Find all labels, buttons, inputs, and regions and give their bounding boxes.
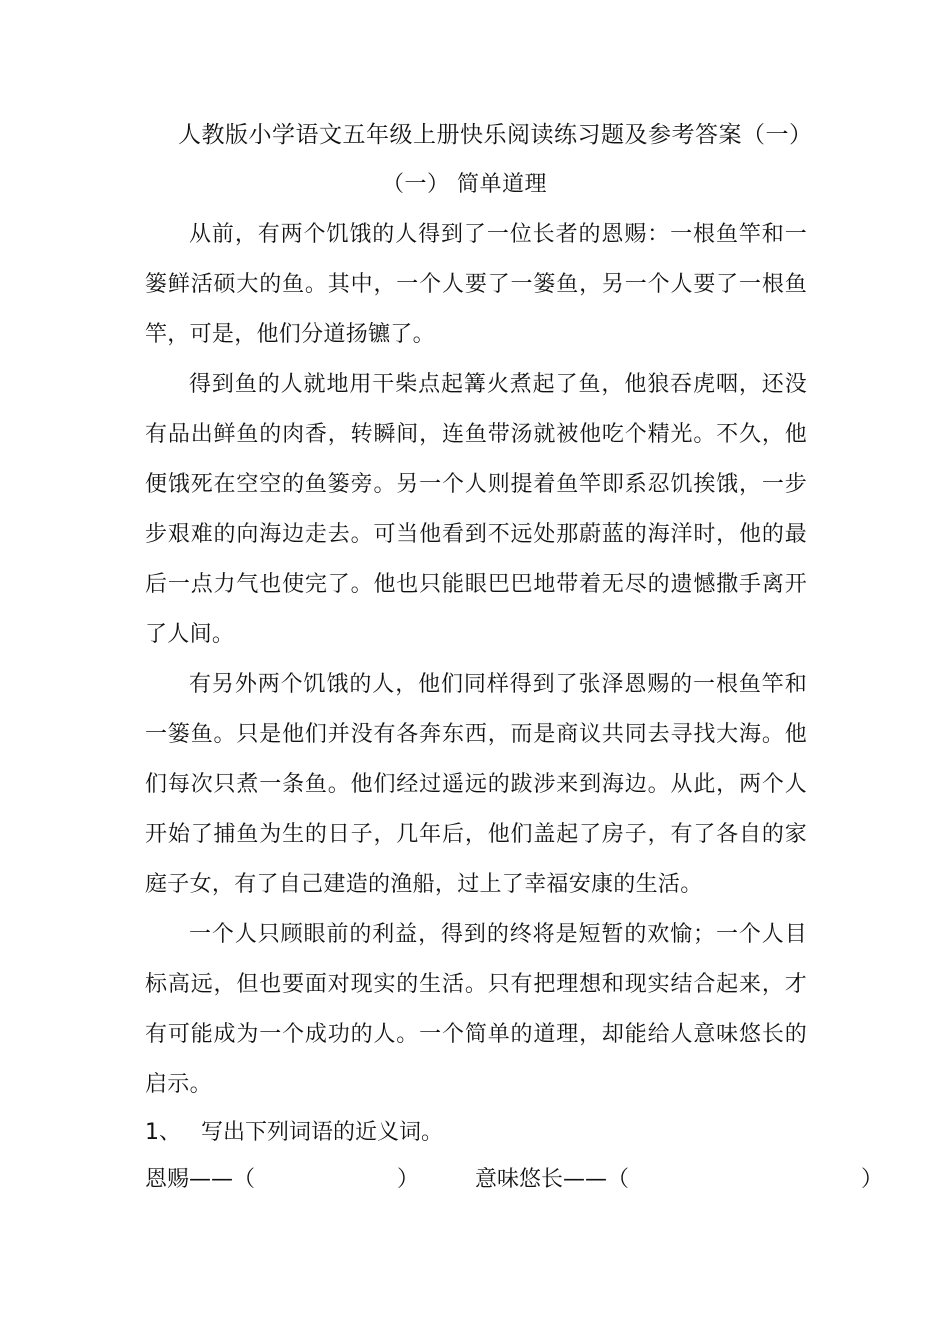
paragraph-2: 得到鱼的人就地用干柴点起篝火煮起了鱼，他狼吞虎咽，还没有品出鲜鱼的肉香，转瞬间，连鱼带汤就被他吃个精光。不久，他便饿死在空空的鱼篓旁。另一个人则提着鱼竿即系忍饥挨饿，一步步艰难的向海边走去。可当他看到不远处那蔚蓝的海洋时，他的最后一点力气也使完了。他也只能眼巴巴地带着无尽的遗憾撒手离开了人间。 — [145, 372, 807, 647]
paragraph-3: 有另外两个饥饿的人，他们同样得到了张泽恩赐的一根鱼竿和一篓鱼。只是他们并没有各奔东西，而是商议共同去寻找大海。他们每次只煮一条鱼。他们经过遥远的跋涉来到海边。从此，两个人开始了捕鱼为生的日子，几年后，他们盖起了房子，有了各自的家庭子女，有了自己建造的渔船，过上了幸福安康的生活。 — [145, 672, 807, 897]
story-body — [145, 210, 807, 1110]
answer-line — [145, 1160, 883, 1200]
synonym-item-2-close: ） — [861, 1167, 884, 1192]
synonym-item-2-label: 意味悠长——（ — [475, 1167, 630, 1192]
question-1 — [145, 1113, 443, 1153]
question-number: 1、 — [145, 1120, 181, 1145]
section-subtitle: （一） 简单道理 — [382, 172, 547, 197]
document-title: 人教版小学语文五年级上册快乐阅读练习题及参考答案（一） — [178, 122, 813, 148]
paragraph-4: 一个人只顾眼前的利益，得到的终将是短暂的欢愉；一个人目标高远，但也要面对现实的生活。只有把理想和现实结合起来，才有可能成为一个成功的人。一个简单的道理，却能给人意味悠长的启示。 — [145, 922, 807, 1097]
paragraph-1: 从前，有两个饥饿的人得到了一位长者的恩赐：一根鱼竿和一篓鲜活硕大的鱼。其中，一个人要了一篓鱼，另一个人要了一根鱼竿，可是，他们分道扬镳了。 — [145, 222, 807, 347]
synonym-item-1-label: 恩赐——（ — [145, 1167, 256, 1192]
synonym-item-1-close: ） — [397, 1167, 420, 1192]
question-text: 写出下列词语的近义词。 — [201, 1120, 444, 1145]
